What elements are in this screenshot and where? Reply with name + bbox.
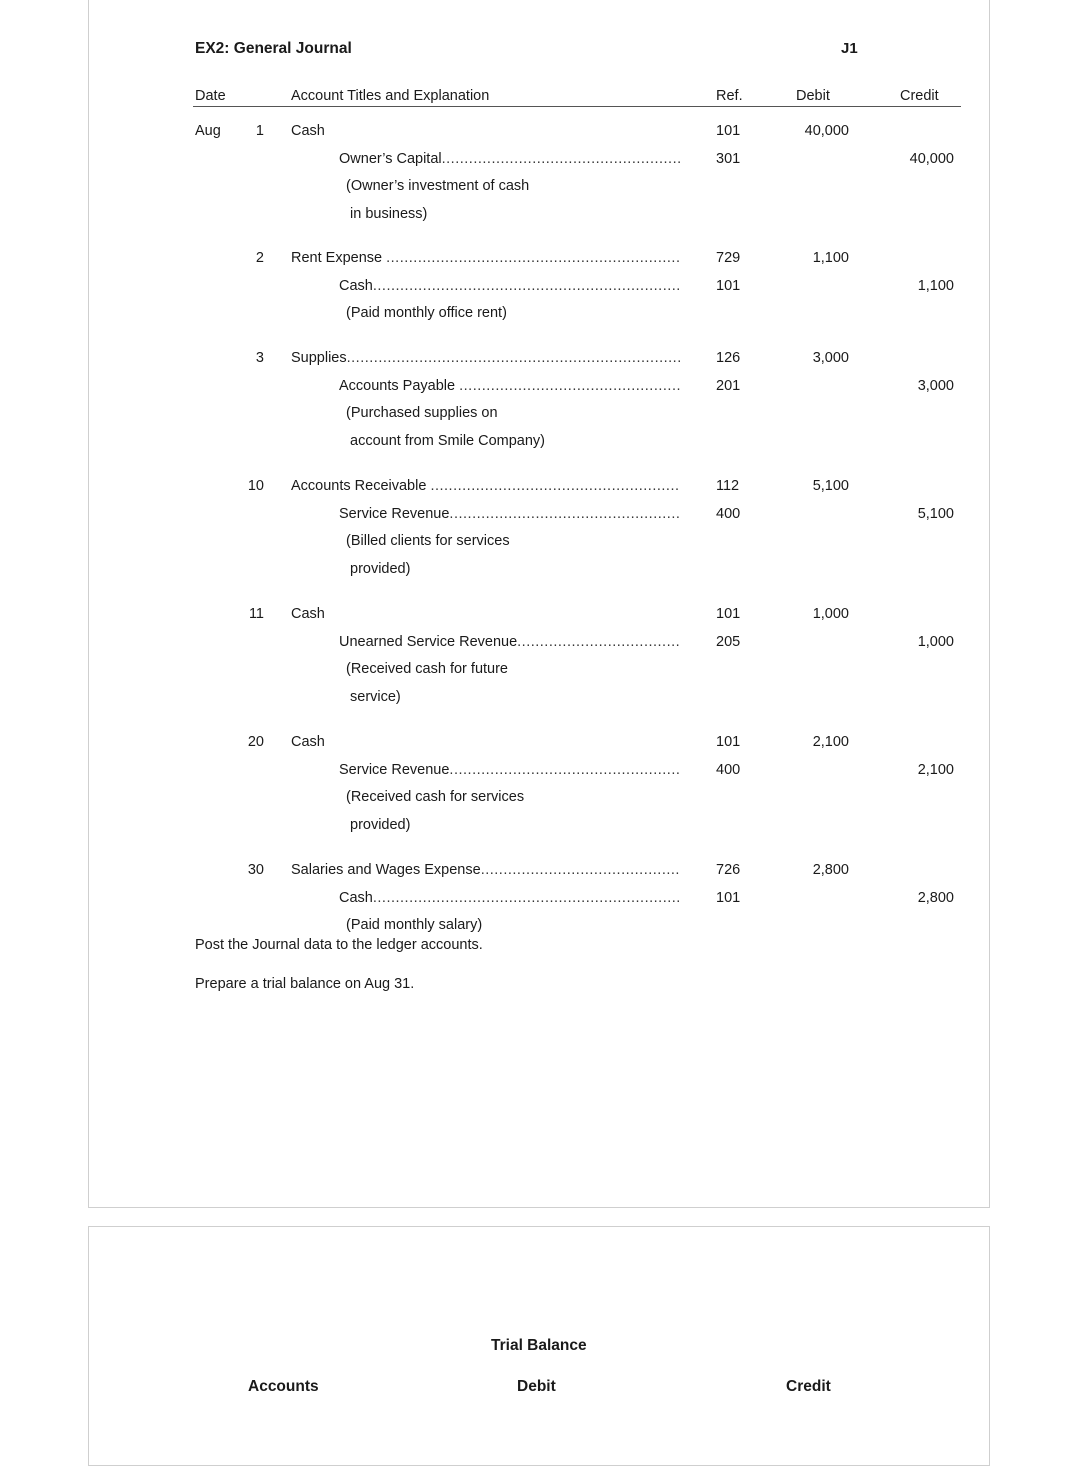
credit-ref: 205	[716, 633, 741, 650]
debit-account-leader-dots	[481, 862, 680, 878]
debit-account-leader-dots	[347, 350, 680, 366]
credit-ref: 400	[716, 505, 741, 522]
debit-amount: 5,100	[812, 478, 849, 494]
debit-account-label: Cash	[291, 606, 325, 622]
credit-ref: 301	[716, 150, 741, 167]
entry-day: 11	[248, 606, 264, 622]
debit-ref: 729	[716, 250, 741, 266]
debit-ref: 101	[716, 734, 741, 750]
debit-account	[291, 478, 680, 494]
header-debit: Debit	[796, 88, 830, 104]
credit-ref: 201	[716, 377, 741, 394]
debit-amount: 2,800	[812, 862, 849, 878]
journal-title: EX2: General Journal	[195, 40, 352, 57]
debit-amount: 3,000	[812, 350, 849, 366]
trial-balance-title: Trial Balance	[491, 1337, 587, 1354]
entry-explanation: (Received cash for future	[346, 661, 508, 677]
credit-account	[339, 890, 680, 906]
entry-explanation: (Purchased supplies on	[346, 405, 498, 421]
credit-account-label: Service Revenue	[339, 505, 450, 522]
entry-day: 30	[247, 862, 264, 878]
header-credit: Credit	[900, 88, 939, 104]
credit-account-leader-dots	[459, 378, 680, 394]
entry-day: 2	[255, 250, 264, 266]
credit-account-leader-dots	[517, 634, 680, 650]
entry-explanation: (Billed clients for services	[346, 533, 510, 549]
entry-explanation: (Owner’s investment of cash	[346, 178, 530, 194]
credit-amount: 3,000	[917, 377, 954, 394]
entry-day: 3	[255, 350, 264, 366]
trial-balance-debit-header: Debit	[517, 1378, 556, 1395]
header-date: Date	[195, 88, 226, 104]
month-label: Aug	[195, 123, 221, 139]
debit-account-label: Cash	[291, 123, 325, 139]
debit-account-label: Accounts Receivable	[291, 478, 431, 494]
debit-ref: 726	[716, 862, 741, 878]
debit-account	[291, 606, 680, 622]
credit-account-label: Unearned Service Revenue	[339, 633, 518, 650]
trial-balance-credit-header: Credit	[786, 1378, 831, 1395]
entry-day: 1	[255, 123, 264, 139]
debit-amount: 40,000	[804, 123, 849, 139]
credit-account-label: Cash	[339, 277, 373, 294]
credit-amount: 40,000	[909, 150, 954, 167]
entry-explanation: account from Smile Company)	[350, 432, 546, 449]
trial-balance-accounts-header: Accounts	[248, 1378, 319, 1395]
credit-ref: 400	[716, 761, 741, 778]
instruction-post: Post the Journal data to the ledger accounts.	[195, 937, 483, 953]
header-account: Account Titles and Explanation	[291, 88, 490, 104]
credit-amount: 2,800	[917, 889, 954, 906]
credit-amount: 1,000	[917, 633, 954, 650]
credit-account	[339, 151, 680, 167]
header-rule	[193, 106, 961, 107]
credit-account-leader-dots	[449, 506, 680, 522]
credit-account	[339, 762, 680, 778]
debit-account	[291, 862, 680, 878]
credit-account-label: Accounts Payable	[339, 377, 460, 394]
entry-explanation: provided)	[350, 816, 411, 833]
credit-account-leader-dots	[373, 890, 680, 906]
debit-account	[291, 734, 680, 750]
credit-account-leader-dots	[373, 278, 680, 294]
credit-account-label: Owner’s Capital	[339, 150, 442, 167]
entry-explanation: (Received cash for services	[346, 789, 525, 805]
debit-ref: 126	[716, 350, 741, 366]
debit-account	[291, 123, 680, 139]
credit-ref: 101	[716, 277, 741, 294]
credit-amount: 1,100	[917, 277, 954, 294]
credit-account	[339, 634, 680, 650]
instruction-prepare: Prepare a trial balance on Aug 31.	[195, 976, 415, 992]
entry-explanation: in business)	[350, 205, 428, 222]
debit-account-label: Rent Expense	[291, 250, 387, 266]
debit-account-label: Salaries and Wages Expense	[291, 862, 481, 878]
debit-ref: 101	[716, 606, 741, 622]
debit-account-leader-dots	[386, 250, 680, 266]
debit-amount: 1,100	[812, 250, 849, 266]
debit-account-label: Supplies	[291, 350, 347, 366]
journal-number: J1	[841, 40, 858, 57]
credit-account-label: Cash	[339, 889, 373, 906]
credit-account-leader-dots	[449, 762, 680, 778]
debit-ref: 101	[716, 123, 741, 139]
credit-account-label: Service Revenue	[339, 761, 450, 778]
debit-account-leader-dots	[430, 478, 680, 494]
journal-page	[88, 0, 990, 1208]
debit-account	[291, 250, 680, 266]
entry-explanation: service)	[350, 688, 401, 705]
header-ref: Ref.	[716, 88, 743, 104]
debit-account-label: Cash	[291, 734, 325, 750]
debit-amount: 2,100	[812, 734, 849, 750]
credit-account-leader-dots	[442, 151, 680, 167]
credit-account	[339, 506, 680, 522]
credit-amount: 5,100	[917, 505, 954, 522]
debit-ref: 112	[716, 478, 740, 494]
debit-account	[291, 350, 680, 366]
entry-day: 10	[247, 478, 264, 494]
entry-explanation: (Paid monthly salary)	[346, 917, 483, 933]
entry-day: 20	[247, 734, 264, 750]
credit-ref: 101	[716, 889, 741, 906]
credit-account	[339, 378, 680, 394]
entry-explanation: (Paid monthly office rent)	[346, 305, 507, 321]
credit-account	[339, 278, 680, 294]
debit-amount: 1,000	[812, 606, 849, 622]
credit-amount: 2,100	[917, 761, 954, 778]
entry-explanation: provided)	[350, 560, 411, 577]
